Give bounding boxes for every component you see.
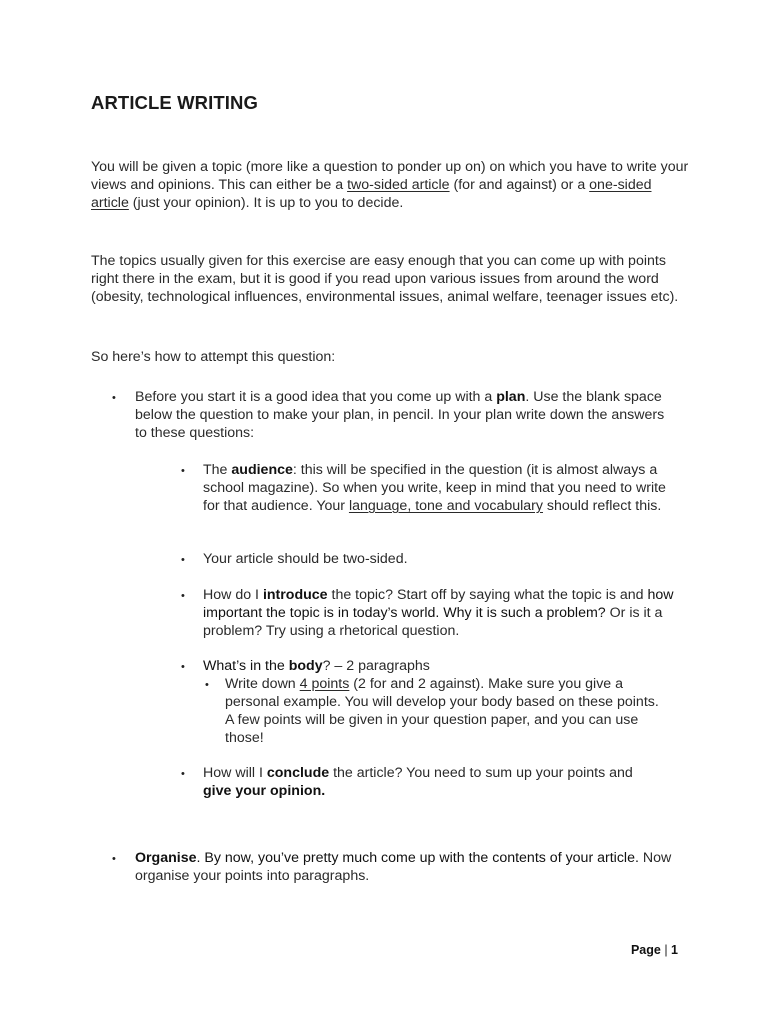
bullet-symbol: • (181, 554, 185, 566)
two-sided-article-underline: two-sided article (347, 177, 450, 193)
introduce-bullet-text (203, 586, 678, 640)
page-separator: | (660, 943, 672, 957)
topics-paragraph: The topics usually given for this exercise are easy enough that you can come up with points right there in the exam, but it is good if you read upon various issues from around the word (obesity, technological influences, environmental issues, animal welfare, teenager issues etc). (91, 253, 679, 305)
four-points-underline: 4 points (299, 676, 350, 692)
body-sub-bullet-text (225, 675, 665, 747)
document-title: ARTICLE WRITING (91, 92, 258, 113)
sub-text-1: Write down (225, 676, 300, 692)
audience-bullet-text (203, 461, 678, 515)
introduce-bold: introduce (262, 587, 328, 603)
conclude-bold: conclude (266, 765, 330, 781)
language-tone-vocabulary-underline: language, tone and vocabulary (348, 498, 543, 514)
plan-bold: plan (496, 389, 526, 405)
two-sided-bullet-text: Your article should be two-sided. (203, 551, 408, 567)
bullet-symbol: • (181, 465, 185, 477)
bullet-symbol: • (181, 590, 185, 602)
audience-text-2: : this will be specified in the question (it is almost always a school magazine). So when you write, keep in mind that you need to write for that audience. Your (203, 462, 666, 514)
bullet-symbol: • (112, 392, 116, 404)
bullet-symbol: • (112, 853, 116, 865)
intro-text-3: (just your opinion). It is up to you to decide. (128, 195, 404, 211)
organise-bold: Organise (135, 850, 197, 866)
organise-text-2: Now organise your points into paragraphs. (135, 850, 672, 884)
page-number-footer (631, 943, 678, 957)
page-number: 1 (671, 943, 678, 957)
conclude-text-2: the article? You need to sum up your points and (329, 765, 633, 781)
introduce-text-dark: how important the topic is in today’s world. Why it is such a problem? (203, 587, 674, 621)
body-text-1: What’s in the (203, 658, 289, 674)
bullet-symbol: • (181, 768, 185, 780)
intro-text-2: (for and against) or a (449, 177, 590, 193)
audience-text-3: should reflect this. (542, 498, 662, 514)
give-opinion-bold: give your opinion. (203, 783, 326, 799)
body-text-2: ? – 2 paragraphs (322, 658, 430, 674)
introduce-text-1: How do I (203, 587, 263, 603)
introduce-text-3: Or is it a problem? Try using a rhetorical question. (203, 605, 663, 639)
organise-bullet-text (135, 849, 680, 885)
page-label: Page (630, 943, 661, 957)
plan-text-2: . Use the blank space below the question to make your plan, in pencil. In your plan write down the answers to these questions: (135, 389, 665, 441)
bullet-symbol: • (181, 661, 185, 673)
intro-text-1: You will be given a topic (more like a question to ponder up on) on which you have to write your views and opinions. This can either be a (91, 159, 689, 193)
conclude-bullet-text (203, 764, 648, 800)
introduce-text-2: the topic? Start off by saying what the topic is and (327, 587, 648, 603)
body-bold: body (288, 658, 323, 674)
intro-paragraph (91, 158, 691, 212)
plan-text-1: Before you start it is a good idea that you come up with a (135, 389, 497, 405)
sub-text-2: (2 for and 2 against). Make sure you give a personal example. You will develop your body based on these points. A few points will be given in your question paper, and you can use those! (225, 676, 659, 746)
plan-bullet-text (135, 388, 670, 442)
body-bullet-text (203, 657, 678, 675)
one-sided-article-underline: one-sided article (91, 177, 652, 211)
organise-text-1: . By now, you’ve pretty much come up with the contents of your article. (196, 850, 639, 866)
audience-text-1: The (203, 462, 232, 478)
bullet-symbol: • (205, 679, 209, 691)
audience-bold: audience (231, 462, 293, 478)
conclude-text-1: How will I (203, 765, 267, 781)
how-to-heading: So here’s how to attempt this question: (91, 349, 336, 365)
